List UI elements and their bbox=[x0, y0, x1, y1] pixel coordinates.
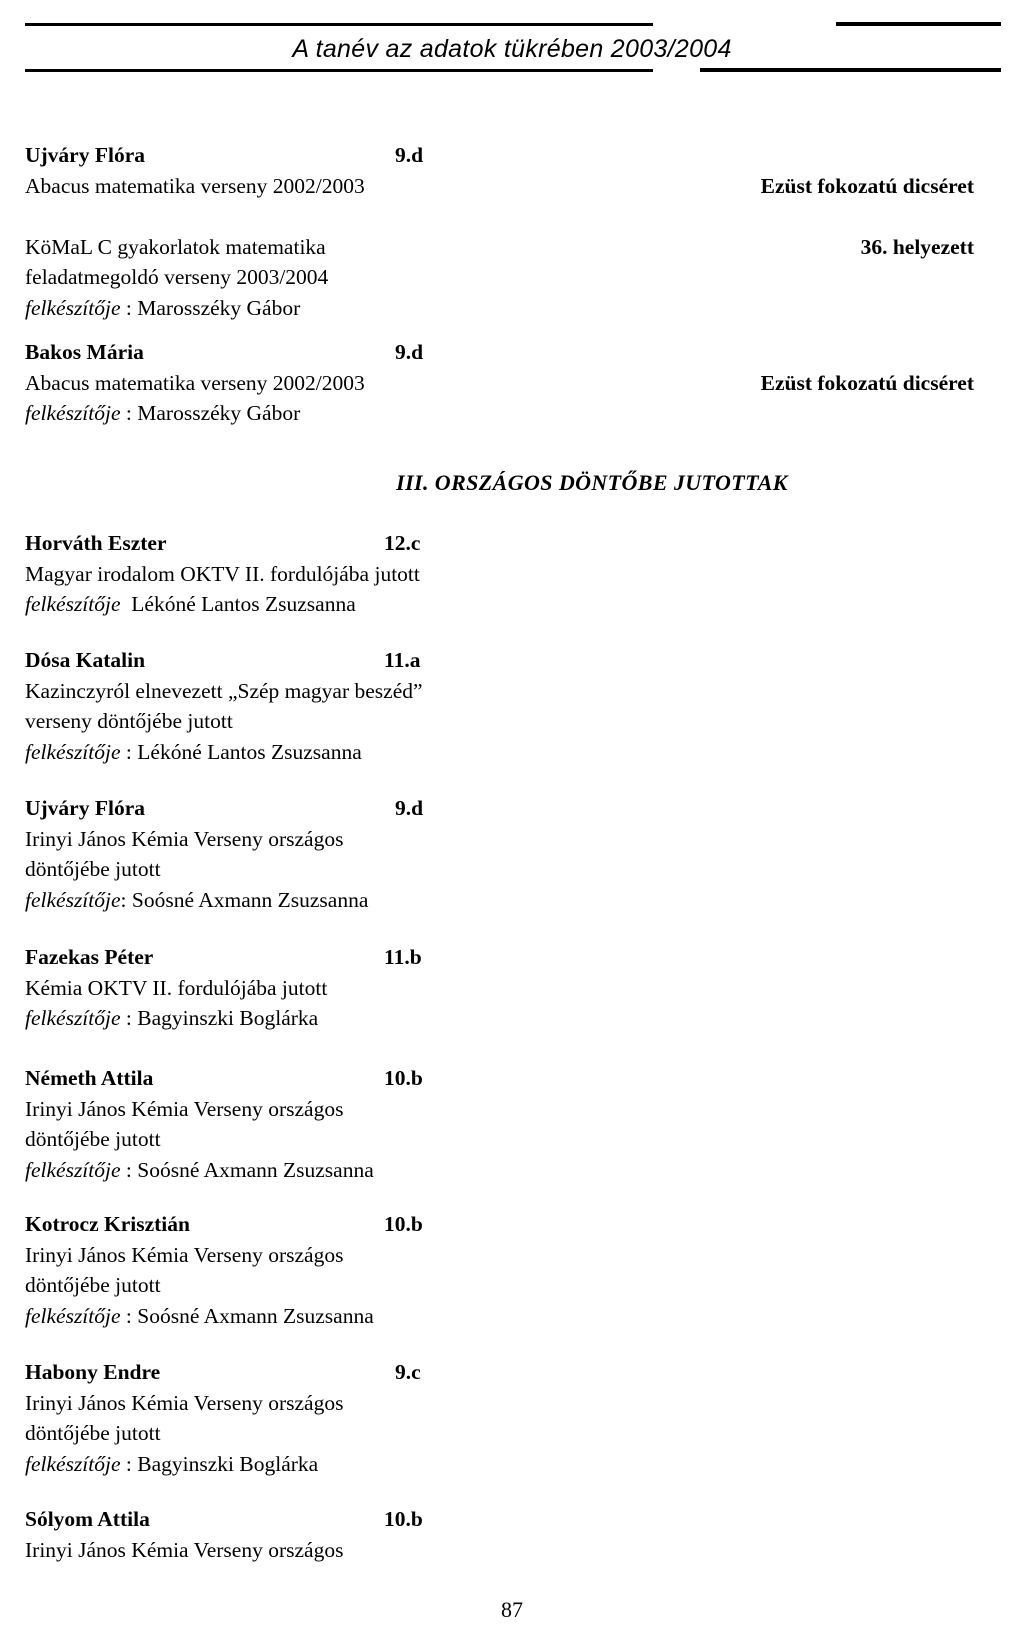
prep-separator: : bbox=[120, 401, 138, 425]
student-class: 11.b bbox=[384, 945, 422, 969]
prep-separator: : bbox=[120, 887, 132, 912]
competition-text: Irinyi János Kémia Verseny országos bbox=[25, 1242, 344, 1267]
teacher-line bbox=[25, 1301, 1000, 1332]
competition-text: Abacus matematika verseny 2002/2003 bbox=[25, 173, 365, 198]
prep-separator: : bbox=[120, 739, 138, 764]
student-entry bbox=[25, 337, 1000, 429]
page-number bbox=[0, 1597, 1024, 1623]
competition-text: Kémia OKTV II. fordulójába jutott bbox=[25, 975, 328, 1000]
prep-separator: : bbox=[120, 1157, 138, 1182]
prep-label: felkészítője bbox=[25, 1157, 121, 1182]
student-name: Kotrocz Krisztián bbox=[25, 1212, 190, 1236]
student-name: Ujváry Flóra bbox=[25, 796, 146, 820]
competition-text: Kazinczyról elnevezett „Szép magyar beszéd” bbox=[25, 678, 423, 703]
teacher-line bbox=[25, 1155, 1000, 1186]
student-class: 10.b bbox=[384, 1066, 423, 1090]
student-class: 9.c bbox=[395, 1360, 421, 1384]
student-entry bbox=[25, 645, 1000, 767]
competition-text: döntőjébe jutott bbox=[25, 1273, 161, 1297]
student-entry bbox=[25, 140, 1000, 323]
competition-text: döntőjébe jutott bbox=[25, 1421, 161, 1445]
prep-label: felkészítője bbox=[25, 592, 121, 616]
running-header-title: A tanév az adatok tükrében 2003/2004 bbox=[292, 35, 732, 63]
teacher-line bbox=[25, 885, 1000, 916]
competition-text: döntőjébe jutott bbox=[25, 1127, 161, 1151]
competition-text: verseny döntőjébe jutott bbox=[25, 709, 233, 733]
student-name: Dósa Katalin bbox=[25, 648, 146, 672]
award-text: Ezüst fokozatú dicséret bbox=[760, 370, 974, 395]
student-class: 9.d bbox=[395, 796, 424, 820]
teacher-name: Marosszéky Gábor bbox=[137, 401, 301, 425]
student-entry bbox=[25, 1063, 1000, 1185]
section-heading-text: III. ORSZÁGOS DÖNTŐBE JUTOTTAK bbox=[396, 470, 788, 495]
prep-separator: : bbox=[120, 1451, 138, 1476]
blank-line bbox=[25, 201, 1000, 232]
teacher-line bbox=[25, 293, 1000, 324]
teacher-line bbox=[25, 1449, 1000, 1480]
student-name: Sólyom Attila bbox=[25, 1507, 150, 1531]
competition-text: KöMaL C gyakorlatok matematika bbox=[25, 234, 326, 259]
competition-text: Irinyi János Kémia Verseny országos bbox=[25, 826, 344, 851]
student-entry bbox=[25, 1357, 1000, 1479]
prep-label: felkészítője bbox=[25, 1451, 121, 1476]
student-class: 12.c bbox=[384, 531, 421, 555]
teacher-name: Lékóné Lantos Zsuzsanna bbox=[137, 739, 362, 764]
teacher-line bbox=[25, 589, 1000, 620]
teacher-name: Soósné Axmann Zsuzsanna bbox=[137, 1157, 374, 1182]
section-heading bbox=[0, 470, 1024, 496]
teacher-name: Marosszéky Gábor bbox=[137, 295, 301, 320]
competition-text: Irinyi János Kémia Verseny országos bbox=[25, 1390, 344, 1415]
prep-separator: : bbox=[120, 295, 138, 320]
student-class: 10.b bbox=[384, 1212, 423, 1236]
student-entry bbox=[25, 1504, 1000, 1565]
header-rule-top-right bbox=[836, 22, 1001, 26]
student-class: 11.a bbox=[384, 648, 421, 672]
student-name: Habony Endre bbox=[25, 1360, 161, 1384]
prep-label: felkészítője bbox=[25, 1006, 121, 1030]
page-number-text: 87 bbox=[501, 1597, 523, 1622]
teacher-name: Bagyinszki Boglárka bbox=[137, 1006, 319, 1030]
competition-text: Irinyi János Kémia Verseny országos bbox=[25, 1096, 344, 1121]
award-text: 36. helyezett bbox=[860, 234, 974, 259]
student-name: Bakos Mária bbox=[25, 340, 144, 364]
prep-separator: : bbox=[120, 1303, 138, 1328]
header-rule-bottom-left bbox=[25, 69, 653, 72]
teacher-name: Bagyinszki Boglárka bbox=[137, 1451, 319, 1476]
prep-label: felkészítője bbox=[25, 739, 121, 764]
teacher-line bbox=[25, 1003, 1000, 1034]
student-name: Németh Attila bbox=[25, 1066, 154, 1090]
student-class: 9.d bbox=[395, 340, 424, 364]
prep-label: felkészítője bbox=[25, 1303, 121, 1328]
prep-label: felkészítője bbox=[25, 887, 121, 912]
student-entry bbox=[25, 1209, 1000, 1331]
header-rule-top-left bbox=[25, 23, 653, 26]
prep-separator bbox=[121, 592, 132, 616]
prep-label: felkészítője bbox=[25, 401, 121, 425]
competition-text: Abacus matematika verseny 2002/2003 bbox=[25, 370, 365, 395]
teacher-name: Soósné Axmann Zsuzsanna bbox=[137, 1303, 374, 1328]
student-class: 9.d bbox=[395, 143, 424, 167]
student-class: 10.b bbox=[384, 1507, 423, 1531]
teacher-name: Lékóné Lantos Zsuzsanna bbox=[131, 592, 356, 616]
teacher-name: Soósné Axmann Zsuzsanna bbox=[131, 887, 369, 912]
student-entry bbox=[25, 528, 1000, 620]
teacher-line bbox=[25, 737, 1000, 768]
teacher-line bbox=[25, 398, 1000, 429]
competition-text: Irinyi János Kémia Verseny országos bbox=[25, 1537, 344, 1562]
student-name: Ujváry Flóra bbox=[25, 143, 146, 167]
prep-separator: : bbox=[120, 1006, 138, 1030]
award-text: Ezüst fokozatú dicséret bbox=[760, 173, 974, 198]
header-rule-bottom-right bbox=[700, 68, 1001, 72]
student-entry bbox=[25, 942, 1000, 1034]
prep-label: felkészítője bbox=[25, 295, 121, 320]
competition-text: Magyar irodalom OKTV II. fordulójába jutott bbox=[25, 561, 420, 586]
student-entry bbox=[25, 793, 1000, 915]
competition-text: feladatmegoldó verseny 2003/2004 bbox=[25, 265, 329, 289]
student-name: Fazekas Péter bbox=[25, 945, 154, 969]
competition-text: döntőjébe jutott bbox=[25, 857, 161, 881]
student-name: Horváth Eszter bbox=[25, 531, 167, 555]
